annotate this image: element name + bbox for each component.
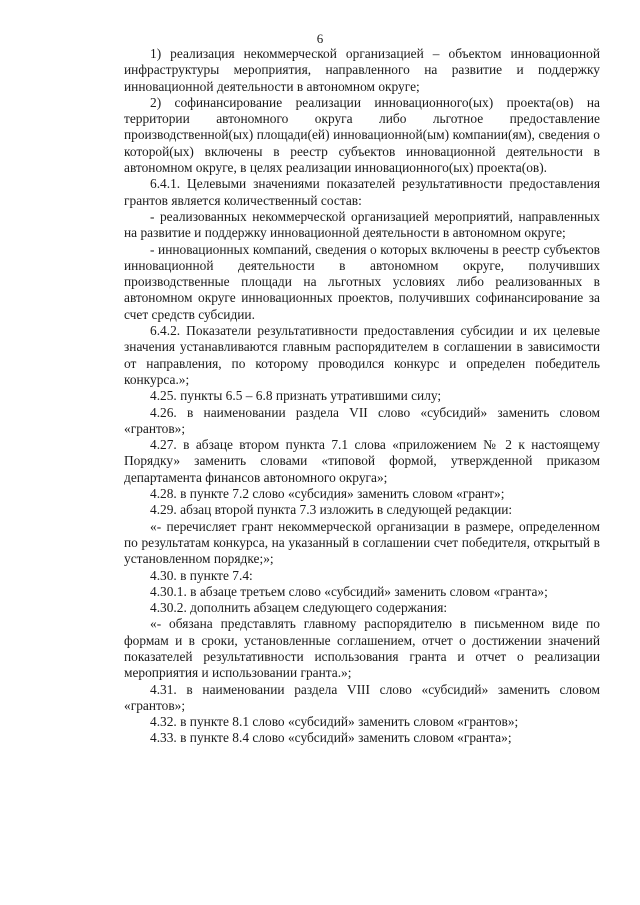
paragraph-6-4-2: 6.4.2. Показатели результативности предоставления субсидии и их целевые значения устанавливаются главным распорядителем в соглашении в зависимости от направления, по которому проводился конкурс и определен победитель конкурса.»; xyxy=(124,323,600,387)
paragraph-grant-transfer: «- перечисляет грант некоммерческой организации в размере, определенном по результатам конкурса, на указанный в соглашении счет победителя, открытый в установленном порядке;»; xyxy=(124,518,600,567)
paragraph-4-25: 4.25. пункты 6.5 – 6.8 признать утратившими силу; xyxy=(150,388,442,404)
paragraph-6-4-1: 6.4.1. Целевыми значениями показателей результативности предоставления грантов является количественный состав: xyxy=(124,176,600,208)
paragraph-4-27: 4.27. в абзаце втором пункта 7.1 слова «приложением № 2 к настоящему Порядку» заменить словами «типовой формой, утвержденной приказом департамента финансов автономного округа»; xyxy=(124,437,600,485)
paragraph-4-30: 4.30. в пункте 7.4: xyxy=(150,567,253,583)
paragraph-cofinancing: 2) софинансирование реализации инновационного(ых) проекта(ов) на территории автономного округа либо льготное предоставление производственной(ых) площади(ей) инновационной(ым) компании(ям), сведения о которой(ых) включены в реестр субъектов инновационной деятельности в автономном округе, в целях реализации инновационного(ых) проекта(ов). xyxy=(124,94,600,176)
paragraph-4-31: 4.31. в наименовании раздела VIII слово «субсидий» заменить словом «грантов»; xyxy=(124,681,600,713)
paragraph-4-30-2: 4.30.2. дополнить абзацем следующего содержания: xyxy=(150,600,448,616)
paragraph-4-26: 4.26. в наименовании раздела VII слово «субсидий» заменить словом «грантов»; xyxy=(124,404,600,436)
paragraph-implementation-event: 1) реализация некоммерческой организацией – объектом инновационной инфраструктуры мероприятия, направленного на развитие и поддержку инновационной деятельности в автономном округе; xyxy=(124,46,600,94)
paragraph-4-33: 4.33. в пункте 8.4 слово «субсидий» заменить словом «гранта»; xyxy=(150,730,512,746)
page-number: 6 xyxy=(316,31,324,46)
paragraph-4-29: 4.29. абзац второй пункта 7.3 изложить в следующей редакции: xyxy=(150,502,513,518)
paragraph-events-count: - реализованных некоммерческой организацией мероприятий, направленных на развитие и поддержку инновационной деятельности в автономном округе; xyxy=(124,208,600,241)
paragraph-reporting-obligation: «- обязана представлять главному распорядителю в письменном виде по формам и в сроки, установленные соглашением, отчет о достижении значений показателей результативности использования гранта и отчет о реализации мероприятия и использовании гранта.»; xyxy=(124,616,600,681)
paragraph-4-32: 4.32. в пункте 8.1 слово «субсидий» заменить словом «грантов»; xyxy=(150,714,519,730)
paragraph-4-28: 4.28. в пункте 7.2 слово «субсидия» заменить словом «грант»; xyxy=(150,486,505,502)
document-body xyxy=(124,46,600,747)
paragraph-4-30-1: 4.30.1. в абзаце третьем слово «субсидий» заменить словом «гранта»; xyxy=(150,583,548,599)
paragraph-companies-count: - инновационных компаний, сведения о которых включены в реестр субъектов инновационной деятельности в автономном округе, получивших производственные площади на льготных условиях либо реализованных в автономном округе инновационных проектов, получивших софинансирование за счет средств субсидии. xyxy=(124,241,600,322)
